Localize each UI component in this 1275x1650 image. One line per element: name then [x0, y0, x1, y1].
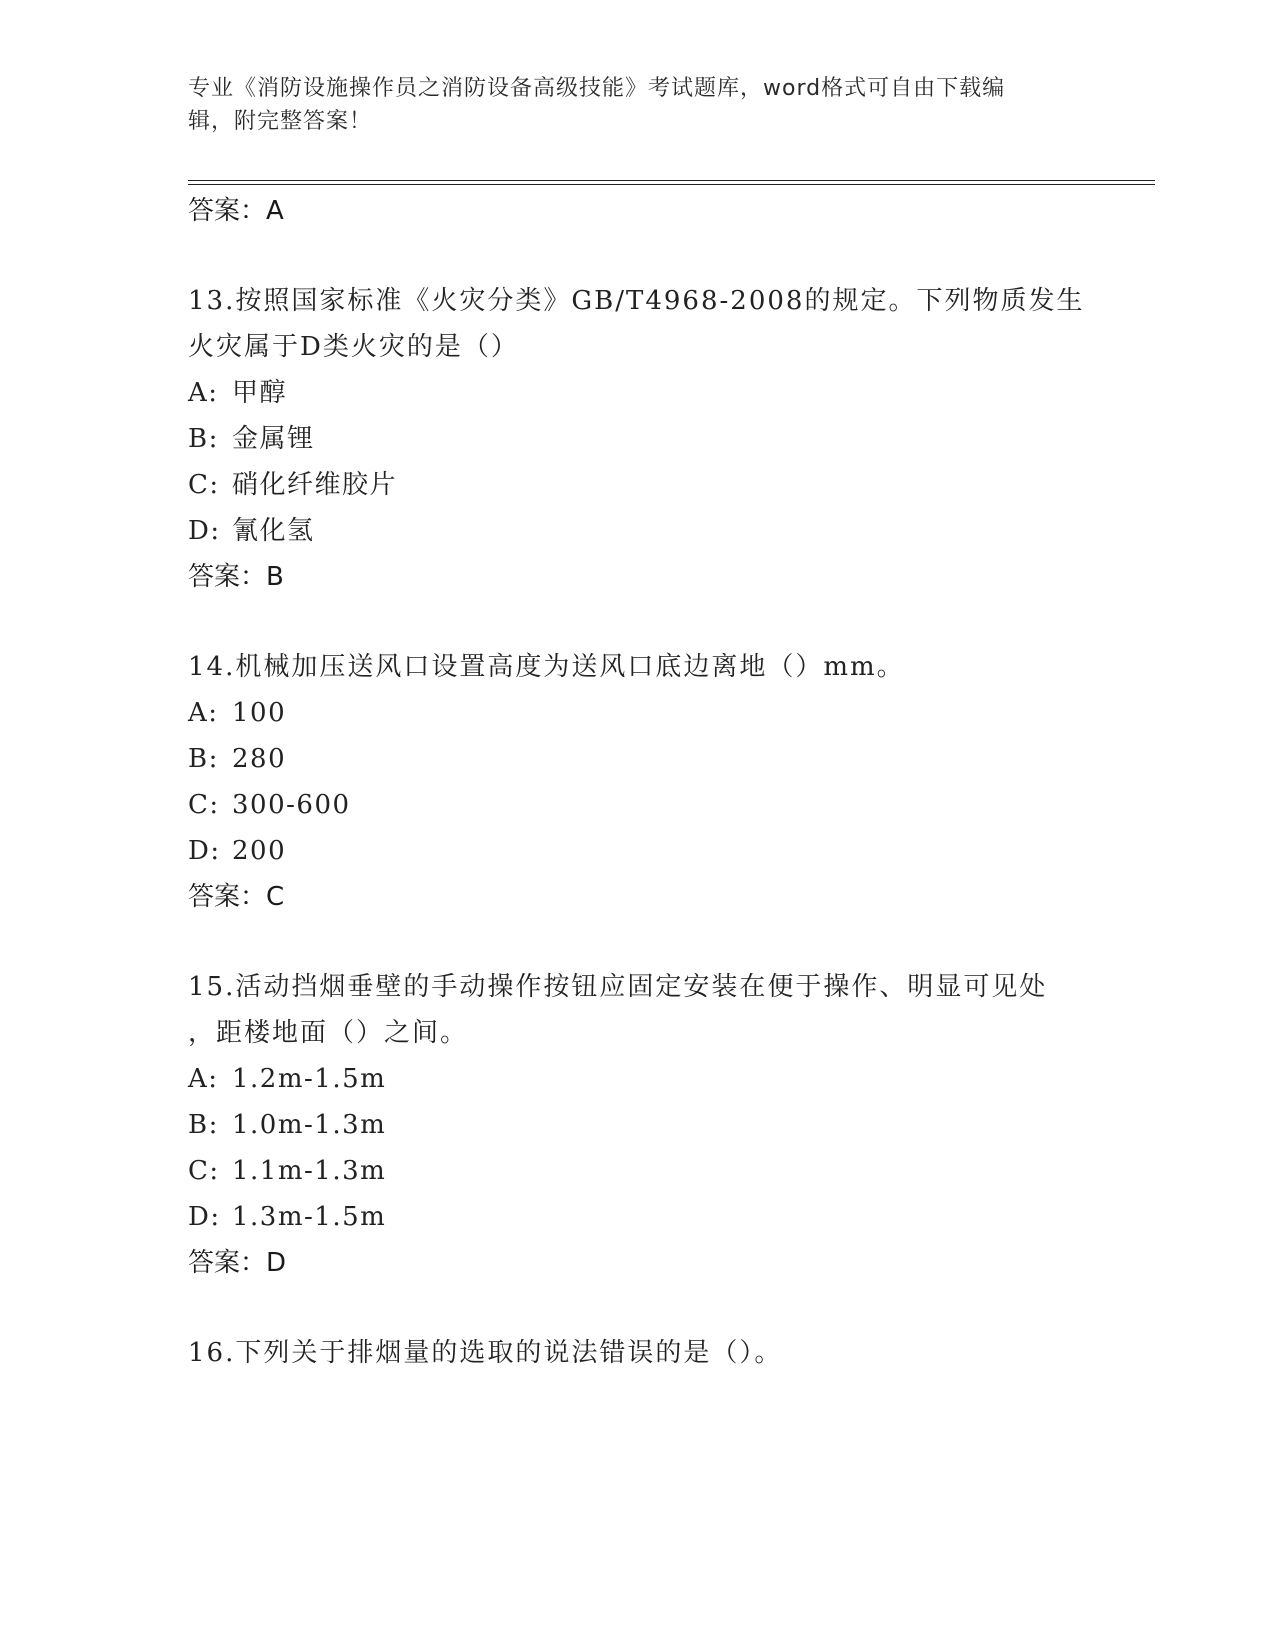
question-13-option-a: [188, 370, 1088, 416]
question-14-option-a: [188, 690, 1088, 736]
question-15-text: [188, 964, 1088, 1056]
option-text: 1.1m-1.3m: [232, 1156, 387, 1186]
question-15-option-d: [188, 1194, 1088, 1240]
question-15-line-1: 15.活动挡烟垂壁的手动操作按钮应固定安装在便于操作、明显可见处: [188, 972, 1048, 1002]
document-header: [188, 72, 1068, 138]
option-letter: C:: [188, 790, 220, 820]
answer-12: 答案：A: [188, 196, 284, 226]
question-13-option-b: [188, 416, 1088, 462]
option-text: 100: [232, 698, 287, 728]
option-text: 1.3m-1.5m: [232, 1202, 387, 1232]
option-letter: D:: [188, 836, 221, 866]
option-letter: D:: [188, 516, 221, 546]
answer-13: 答案：B: [188, 562, 284, 592]
question-16-text: [188, 1330, 1088, 1376]
header-divider-second: [188, 184, 1155, 185]
option-text: 1.2m-1.5m: [232, 1064, 387, 1094]
question-15-option-b: [188, 1102, 1088, 1148]
option-letter: D:: [188, 1202, 221, 1232]
option-letter: A:: [188, 698, 219, 728]
question-14-option-b: [188, 736, 1088, 782]
option-text: 硝化纤维胶片: [232, 470, 398, 500]
question-list: [188, 188, 1088, 1376]
option-text: 280: [232, 744, 287, 774]
option-text: 1.0m-1.3m: [232, 1110, 387, 1140]
header-line-1: 专业《消防设施操作员之消防设备高级技能》考试题库，word格式可自由下载编: [188, 76, 1006, 101]
question-16-line-1: 16.下列关于排烟量的选取的说法错误的是（）。: [188, 1338, 783, 1368]
header-line-2: 辑，附完整答案！: [188, 109, 373, 134]
header-divider: [188, 180, 1155, 181]
option-letter: C:: [188, 470, 220, 500]
question-14-line-1: 14.机械加压送风口设置高度为送风口底边离地（）mm。: [188, 652, 905, 682]
question-14-option-c: [188, 782, 1088, 828]
option-letter: B:: [188, 424, 219, 454]
question-15-option-a: [188, 1056, 1088, 1102]
answer-15: 答案：D: [188, 1248, 287, 1278]
option-letter: C:: [188, 1156, 220, 1186]
option-letter: A:: [188, 378, 219, 408]
option-text: 300-600: [232, 790, 351, 820]
question-14-option-d: [188, 828, 1088, 874]
option-text: 氰化氢: [232, 516, 315, 546]
option-text: 200: [232, 836, 287, 866]
option-text: 甲醇: [232, 378, 288, 408]
option-letter: A:: [188, 1064, 219, 1094]
question-13-text: [188, 278, 1088, 370]
option-letter: B:: [188, 1110, 219, 1140]
question-13-option-c: [188, 462, 1088, 508]
question-14-text: [188, 644, 1088, 690]
question-13-option-d: [188, 508, 1088, 554]
option-text: 金属锂: [232, 424, 315, 454]
answer-14: 答案：C: [188, 882, 285, 912]
question-15-option-c: [188, 1148, 1088, 1194]
question-15-line-2: ，距楼地面（）之间。: [188, 1018, 469, 1048]
question-13-line-1: 13.按照国家标准《火灾分类》GB/T4968-2008的规定。下列物质发生: [188, 286, 1085, 316]
option-letter: B:: [188, 744, 219, 774]
question-13-line-2: 火灾属于D类火灾的是（）: [188, 332, 519, 362]
